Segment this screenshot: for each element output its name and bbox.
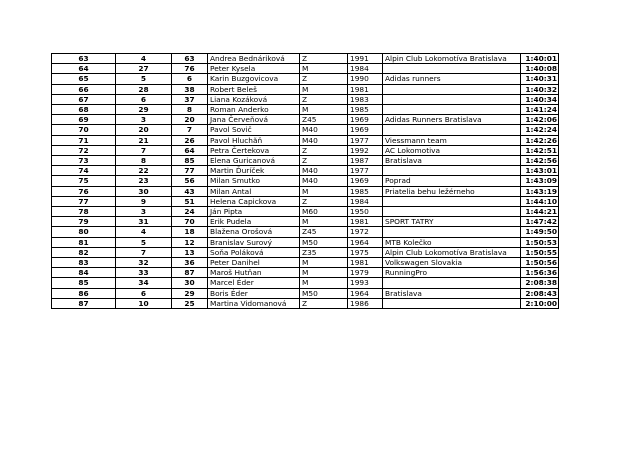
runner-name-cell: Milan Smutko [208,176,300,186]
club-cell: Viessmann team [383,135,521,145]
birth-year-cell: 1977 [348,166,383,176]
finish-time-cell: 1:50:55 [521,247,559,257]
overall-rank-cell: 86 [52,288,116,298]
bib-number-cell: 63 [172,54,208,64]
birth-year-cell: 1964 [348,237,383,247]
category-rank-cell: 7 [116,145,172,155]
birth-year-cell: 1981 [348,84,383,94]
bib-number-cell: 29 [172,288,208,298]
runner-name-cell: Andrea Bednáriková [208,54,300,64]
overall-rank-cell: 66 [52,84,116,94]
club-cell [383,227,521,237]
category-rank-cell: 31 [116,217,172,227]
finish-time-cell: 1:47:42 [521,217,559,227]
overall-rank-cell: 63 [52,54,116,64]
table-row [52,125,559,135]
category-cell: M40 [300,166,348,176]
category-cell: M [300,105,348,115]
category-rank-cell: 34 [116,278,172,288]
category-cell: M50 [300,288,348,298]
overall-rank-cell: 68 [52,105,116,115]
table-row [52,74,559,84]
birth-year-cell: 1969 [348,115,383,125]
bib-number-cell: 76 [172,64,208,74]
category-rank-cell: 22 [116,166,172,176]
club-cell: Adidas Runners Bratislava [383,115,521,125]
table-row [52,115,559,125]
runner-name-cell: Erik Pudela [208,217,300,227]
category-cell: M [300,64,348,74]
overall-rank-cell: 80 [52,227,116,237]
runner-name-cell: Robert Beleš [208,84,300,94]
overall-rank-cell: 71 [52,135,116,145]
overall-rank-cell: 81 [52,237,116,247]
club-cell [383,196,521,206]
overall-rank-cell: 70 [52,125,116,135]
bib-number-cell: 8 [172,105,208,115]
table-row [52,278,559,288]
birth-year-cell: 1985 [348,186,383,196]
birth-year-cell: 1977 [348,135,383,145]
overall-rank-cell: 84 [52,268,116,278]
runner-name-cell: Jana Červeňová [208,115,300,125]
runner-name-cell: Petra Čertekova [208,145,300,155]
finish-time-cell: 1:41:24 [521,105,559,115]
birth-year-cell: 1972 [348,227,383,237]
category-cell: M40 [300,125,348,135]
category-cell: Z [300,74,348,84]
birth-year-cell: 1981 [348,258,383,268]
category-rank-cell: 3 [116,115,172,125]
finish-time-cell: 1:40:01 [521,54,559,64]
category-rank-cell: 6 [116,288,172,298]
runner-name-cell: Marcel Éder [208,278,300,288]
category-rank-cell: 29 [116,105,172,115]
finish-time-cell: 1:40:32 [521,84,559,94]
overall-rank-cell: 69 [52,115,116,125]
table-row [52,227,559,237]
birth-year-cell: 1975 [348,247,383,257]
club-cell: RunningPro [383,268,521,278]
table-row [52,94,559,104]
club-cell: AC Lokomotiva [383,145,521,155]
category-cell: M [300,268,348,278]
category-cell: Z [300,298,348,308]
category-rank-cell: 28 [116,84,172,94]
category-rank-cell: 5 [116,237,172,247]
table-row [52,135,559,145]
category-cell: M50 [300,237,348,247]
category-rank-cell: 10 [116,298,172,308]
table-row [52,156,559,166]
bib-number-cell: 30 [172,278,208,288]
club-cell: Adidas runners [383,74,521,84]
finish-time-cell: 1:43:01 [521,166,559,176]
birth-year-cell: 1983 [348,94,383,104]
category-rank-cell: 27 [116,64,172,74]
bib-number-cell: 43 [172,186,208,196]
runner-name-cell: Roman Anderko [208,105,300,115]
birth-year-cell: 1984 [348,64,383,74]
overall-rank-cell: 83 [52,258,116,268]
runner-name-cell: Soňa Poláková [208,247,300,257]
category-cell: Z45 [300,115,348,125]
finish-time-cell: 1:43:09 [521,176,559,186]
table-row [52,145,559,155]
club-cell [383,166,521,176]
bib-number-cell: 38 [172,84,208,94]
category-cell: Z35 [300,247,348,257]
category-rank-cell: 8 [116,156,172,166]
category-cell: Z [300,94,348,104]
category-rank-cell: 4 [116,227,172,237]
runner-name-cell: Elena Guricanová [208,156,300,166]
birth-year-cell: 1969 [348,125,383,135]
table-row [52,298,559,308]
table-row [52,166,559,176]
table-row [52,288,559,298]
category-cell: Z45 [300,227,348,237]
finish-time-cell: 1:40:08 [521,64,559,74]
category-rank-cell: 23 [116,176,172,186]
overall-rank-cell: 85 [52,278,116,288]
bib-number-cell: 56 [172,176,208,186]
table-row [52,196,559,206]
category-cell: M60 [300,207,348,217]
birth-year-cell: 1992 [348,145,383,155]
runner-name-cell: Helena Capickova [208,196,300,206]
club-cell: MTB Kolečko [383,237,521,247]
runner-name-cell: Boris Éder [208,288,300,298]
bib-number-cell: 77 [172,166,208,176]
birth-year-cell: 1950 [348,207,383,217]
overall-rank-cell: 72 [52,145,116,155]
birth-year-cell: 1991 [348,54,383,64]
runner-name-cell: Peter Danihel [208,258,300,268]
category-cell: M40 [300,135,348,145]
birth-year-cell: 1984 [348,196,383,206]
overall-rank-cell: 82 [52,247,116,257]
runner-name-cell: Karin Buzgovicova [208,74,300,84]
bib-number-cell: 13 [172,247,208,257]
club-cell [383,125,521,135]
birth-year-cell: 1979 [348,268,383,278]
runner-name-cell: Martina Vidomanová [208,298,300,308]
finish-time-cell: 1:42:51 [521,145,559,155]
club-cell: Alpin Club Lokomotíva Bratislava [383,54,521,64]
runner-name-cell: Ján Pipta [208,207,300,217]
bib-number-cell: 87 [172,268,208,278]
results-body [52,54,559,309]
club-cell [383,64,521,74]
runner-name-cell: Maroš Hutňan [208,268,300,278]
birth-year-cell: 1969 [348,176,383,186]
club-cell [383,298,521,308]
runner-name-cell: Martin Ďuríček [208,166,300,176]
bib-number-cell: 51 [172,196,208,206]
overall-rank-cell: 75 [52,176,116,186]
club-cell: Poprad [383,176,521,186]
club-cell [383,278,521,288]
finish-time-cell: 1:43:19 [521,186,559,196]
finish-time-cell: 1:44:10 [521,196,559,206]
table-row [52,207,559,217]
bib-number-cell: 26 [172,135,208,145]
bib-number-cell: 20 [172,115,208,125]
finish-time-cell: 1:40:34 [521,94,559,104]
table-row [52,268,559,278]
category-rank-cell: 7 [116,247,172,257]
overall-rank-cell: 76 [52,186,116,196]
overall-rank-cell: 77 [52,196,116,206]
club-cell: Bratislava [383,156,521,166]
category-cell: M40 [300,176,348,186]
table-row [52,64,559,74]
club-cell [383,105,521,115]
category-cell: M [300,84,348,94]
club-cell: Alpin Club Lokomotíva Bratislava [383,247,521,257]
category-cell: M [300,217,348,227]
runner-name-cell: Blažena Orošová [208,227,300,237]
birth-year-cell: 1993 [348,278,383,288]
finish-time-cell: 1:49:50 [521,227,559,237]
bib-number-cell: 36 [172,258,208,268]
runner-name-cell: Milan Antal [208,186,300,196]
birth-year-cell: 1985 [348,105,383,115]
table-row [52,54,559,64]
category-rank-cell: 33 [116,268,172,278]
finish-time-cell: 2:08:43 [521,288,559,298]
overall-rank-cell: 79 [52,217,116,227]
category-rank-cell: 3 [116,207,172,217]
finish-time-cell: 1:42:06 [521,115,559,125]
runner-name-cell: Pavol Hluchăň [208,135,300,145]
category-cell: Z [300,54,348,64]
birth-year-cell: 1964 [348,288,383,298]
club-cell [383,84,521,94]
category-rank-cell: 21 [116,135,172,145]
overall-rank-cell: 74 [52,166,116,176]
category-rank-cell: 32 [116,258,172,268]
category-rank-cell: 20 [116,125,172,135]
finish-time-cell: 1:50:53 [521,237,559,247]
club-cell: SPORT TATRY [383,217,521,227]
table-row [52,105,559,115]
finish-time-cell: 1:42:24 [521,125,559,135]
birth-year-cell: 1981 [348,217,383,227]
finish-time-cell: 1:44:21 [521,207,559,217]
overall-rank-cell: 64 [52,64,116,74]
club-cell [383,207,521,217]
runner-name-cell: Pavol Sovič [208,125,300,135]
bib-number-cell: 24 [172,207,208,217]
bib-number-cell: 37 [172,94,208,104]
overall-rank-cell: 67 [52,94,116,104]
runner-name-cell: Branislav Surový [208,237,300,247]
club-cell: Priatelia behu ležérneho [383,186,521,196]
bib-number-cell: 85 [172,156,208,166]
category-cell: M [300,186,348,196]
category-rank-cell: 4 [116,54,172,64]
category-cell: Z [300,196,348,206]
bib-number-cell: 25 [172,298,208,308]
finish-time-cell: 2:10:00 [521,298,559,308]
overall-rank-cell: 73 [52,156,116,166]
finish-time-cell: 1:50:56 [521,258,559,268]
table-row [52,217,559,227]
birth-year-cell: 1986 [348,298,383,308]
category-rank-cell: 9 [116,196,172,206]
bib-number-cell: 7 [172,125,208,135]
table-row [52,186,559,196]
overall-rank-cell: 78 [52,207,116,217]
bib-number-cell: 12 [172,237,208,247]
birth-year-cell: 1987 [348,156,383,166]
category-cell: M [300,278,348,288]
bib-number-cell: 18 [172,227,208,237]
finish-time-cell: 1:42:26 [521,135,559,145]
club-cell: Volkswagen Slovakia [383,258,521,268]
overall-rank-cell: 87 [52,298,116,308]
finish-time-cell: 1:40:31 [521,74,559,84]
finish-time-cell: 1:56:36 [521,268,559,278]
category-rank-cell: 5 [116,74,172,84]
overall-rank-cell: 65 [52,74,116,84]
finish-time-cell: 1:42:56 [521,156,559,166]
bib-number-cell: 6 [172,74,208,84]
category-cell: M [300,258,348,268]
bib-number-cell: 70 [172,217,208,227]
club-cell: Bratislava [383,288,521,298]
runner-name-cell: Liana Kozáková [208,94,300,104]
category-cell: Z [300,145,348,155]
table-row [52,176,559,186]
category-rank-cell: 30 [116,186,172,196]
table-row [52,247,559,257]
table-row [52,84,559,94]
finish-time-cell: 2:08:38 [521,278,559,288]
runner-name-cell: Peter Kysela [208,64,300,74]
club-cell [383,94,521,104]
table-row [52,237,559,247]
table-row [52,258,559,268]
category-rank-cell: 6 [116,94,172,104]
results-table [51,53,559,309]
bib-number-cell: 64 [172,145,208,155]
birth-year-cell: 1990 [348,74,383,84]
category-cell: Z [300,156,348,166]
